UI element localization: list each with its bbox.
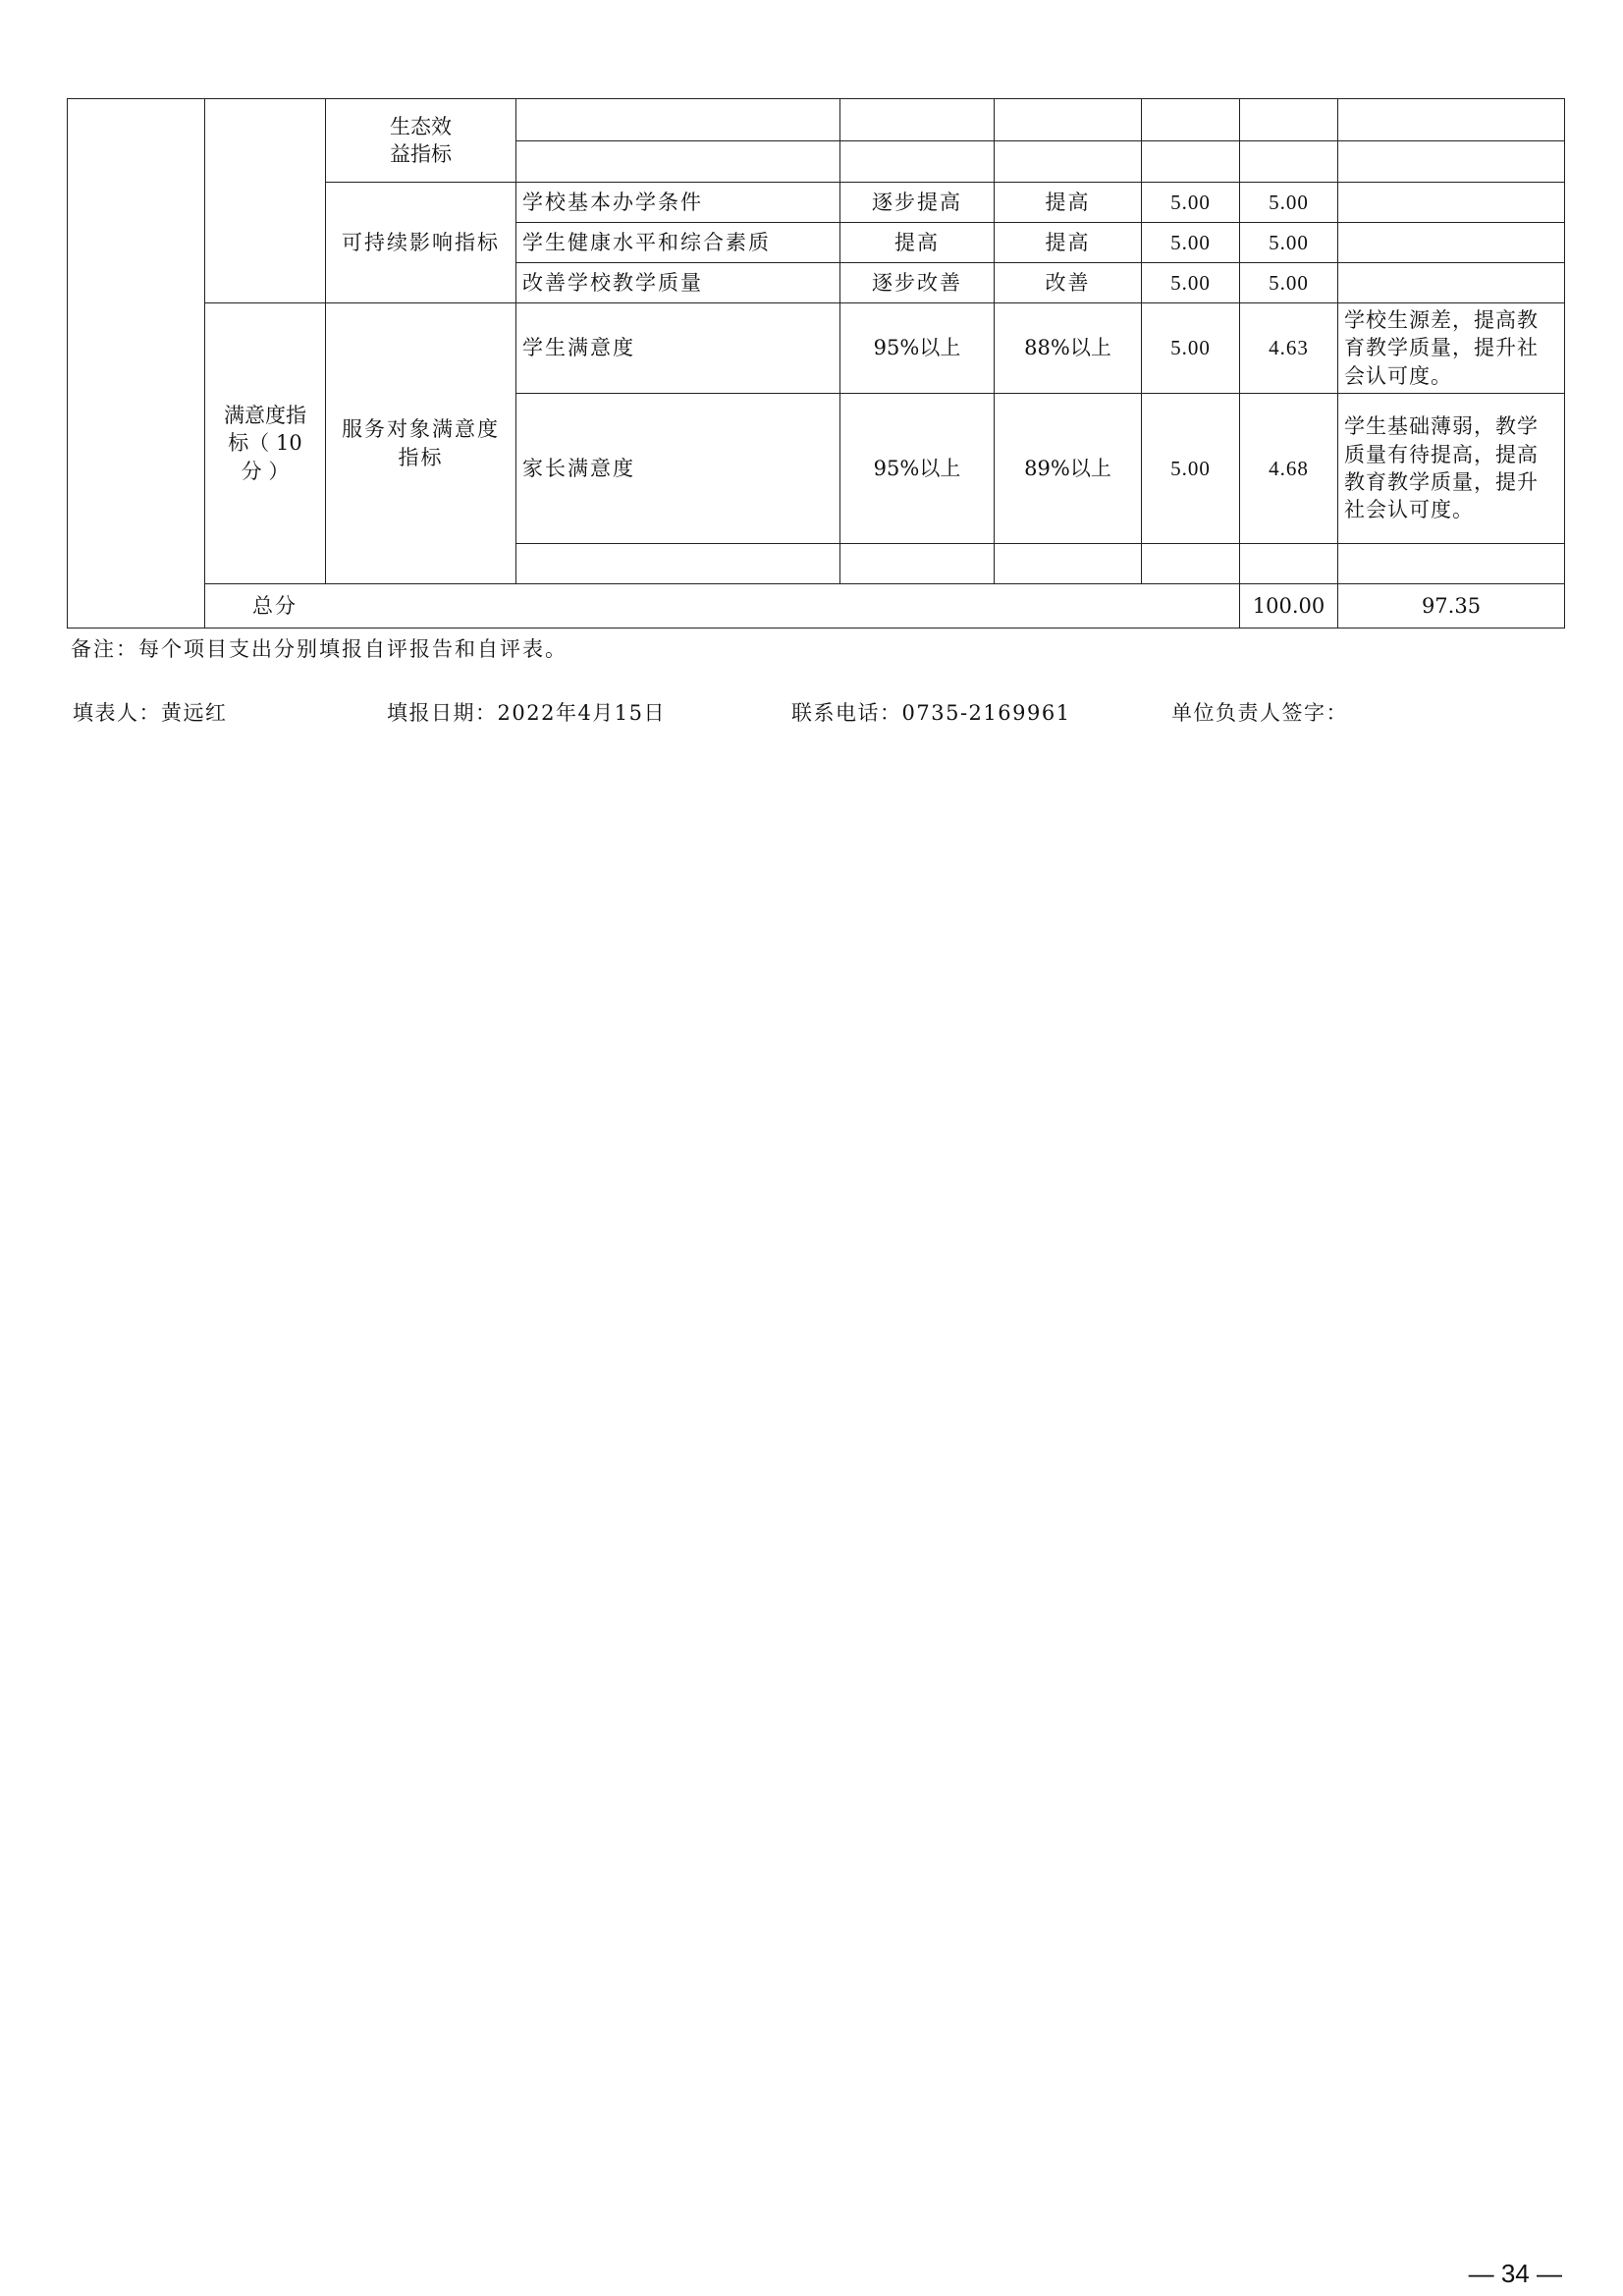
note-cell	[1338, 223, 1565, 263]
weight-cell: 5.00	[1142, 303, 1240, 394]
actual-cell: 88%以上	[995, 303, 1142, 394]
actual-cell: 提高	[995, 223, 1142, 263]
satisfaction-category-label: 满意度指标（ 10分 ）	[205, 303, 326, 584]
actual-cell: 改善	[995, 263, 1142, 303]
target-cell: 提高	[840, 223, 995, 263]
weight-cell: 5.00	[1142, 223, 1240, 263]
phone-field: 联系电话：0735-2169961	[791, 701, 1071, 725]
score-cell	[1240, 141, 1338, 183]
item-cell: 学生健康水平和综合素质	[516, 223, 840, 263]
weight-cell	[1142, 99, 1240, 141]
target-cell	[840, 99, 995, 141]
score-cell: 5.00	[1240, 183, 1338, 223]
sustain-indicator-label: 可持续影响指标	[326, 183, 516, 303]
actual-cell	[995, 141, 1142, 183]
target-cell	[840, 141, 995, 183]
note-cell	[1338, 263, 1565, 303]
level2-category-cell	[205, 99, 326, 303]
total-row	[68, 584, 1565, 629]
score-cell: 4.68	[1240, 394, 1338, 544]
satisfaction-sub-label: 服务对象满意度指标	[326, 303, 516, 584]
weight-cell	[1142, 141, 1240, 183]
performance-evaluation-table	[67, 98, 1565, 629]
actual-cell	[995, 99, 1142, 141]
note-cell: 学生基础薄弱，教学质量有待提高，提高教育教学质量，提升社会认可度。	[1338, 394, 1565, 544]
date-field: 填报日期：2022年4月15日	[387, 701, 667, 725]
item-cell	[516, 99, 840, 141]
note-cell	[1338, 544, 1565, 584]
page-number: — 34 —	[1468, 2259, 1562, 2288]
remark-note: 备注：每个项目支出分别填报自评报告和自评表。	[71, 637, 568, 661]
target-cell	[840, 544, 995, 584]
weight-cell: 5.00	[1142, 183, 1240, 223]
note-cell	[1338, 141, 1565, 183]
item-cell: 改善学校教学质量	[516, 263, 840, 303]
item-cell	[516, 544, 840, 584]
note-cell	[1338, 183, 1565, 223]
preparer-field: 填表人：黄远红	[73, 701, 228, 725]
total-score: 97.35	[1338, 584, 1565, 629]
item-cell: 学生满意度	[516, 303, 840, 394]
level1-category-cell	[68, 99, 205, 629]
target-cell: 95%以上	[840, 394, 995, 544]
weight-cell: 5.00	[1142, 263, 1240, 303]
actual-cell: 89%以上	[995, 394, 1142, 544]
actual-cell	[995, 544, 1142, 584]
target-cell: 逐步改善	[840, 263, 995, 303]
total-weight: 100.00	[1240, 584, 1338, 629]
item-cell	[516, 141, 840, 183]
score-cell: 4.63	[1240, 303, 1338, 394]
item-cell: 家长满意度	[516, 394, 840, 544]
item-cell: 学校基本办学条件	[516, 183, 840, 223]
table-row	[68, 99, 1565, 141]
score-cell	[1240, 544, 1338, 584]
eco-indicator-label: 生态效益指标	[326, 99, 516, 183]
target-cell: 95%以上	[840, 303, 995, 394]
actual-cell: 提高	[995, 183, 1142, 223]
weight-cell: 5.00	[1142, 394, 1240, 544]
score-cell	[1240, 99, 1338, 141]
total-label: 总分	[205, 584, 1240, 629]
note-cell: 学校生源差，提高教育教学质量，提升社会认可度。	[1338, 303, 1565, 394]
note-cell	[1338, 99, 1565, 141]
signature-field: 单位负责人签字：	[1171, 701, 1348, 725]
target-cell: 逐步提高	[840, 183, 995, 223]
score-cell: 5.00	[1240, 223, 1338, 263]
table-row	[68, 303, 1565, 394]
weight-cell	[1142, 544, 1240, 584]
score-cell: 5.00	[1240, 263, 1338, 303]
